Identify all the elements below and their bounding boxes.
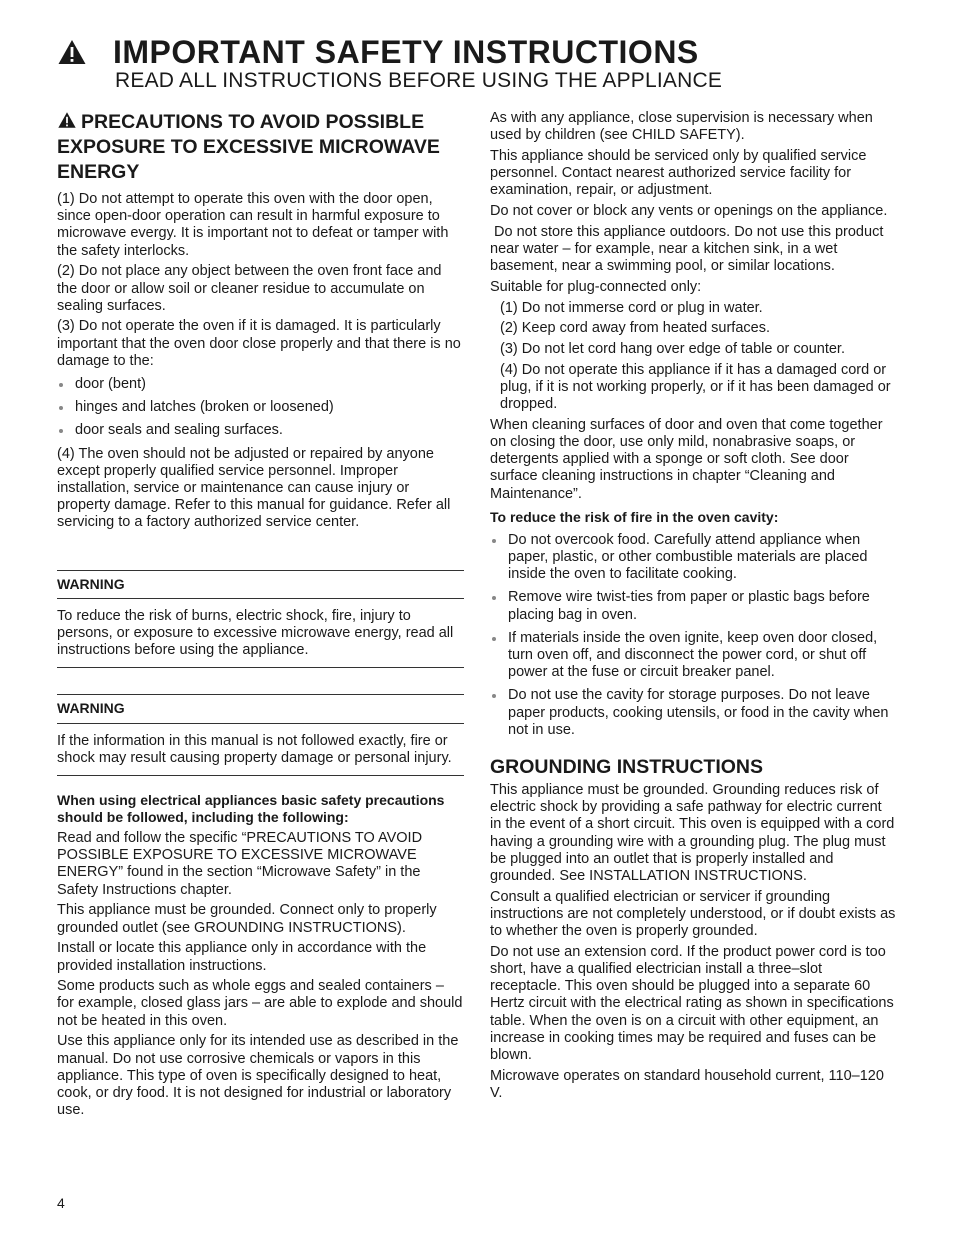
precautions-paragraph: (2) Do not place any object between the oven front face and the door or allow soil or cleaner residue to accumulate on sealing surfaces. (57, 263, 442, 314)
basic-safety-paragraph: Read and follow the specific “PRECAUTIONS TO AVOID POSSIBLE EXPOSURE TO EXCESSIVE MICROWAVE ENERGY” found in the section “Microwave Safety” in the Safety Instructions chapter. (57, 830, 423, 898)
warning-box (57, 570, 464, 669)
list-item: (1) Do not immerse cord or plug in water. (500, 299, 763, 316)
precautions-paragraph: (1) Do not attempt to operate this oven with the door open, since open-door operation can result in harmful exposure to microwave evergy. It is important not to defeat or tamper with the safety interlocks. (57, 191, 449, 259)
list-item: Remove wire twist-ties from paper or plastic bags before placing bag in oven. (490, 589, 896, 623)
basic-safety-paragraph: Use this appliance only for its intended use as described in the manual. Do not use corrosive chemicals or vapors in this appliance. This type of oven is specifically designed to heat, cook, or dry food. It is not designed for industrial or laboratory use. (57, 1033, 459, 1119)
damage-list (57, 376, 464, 440)
safety-paragraph: Do not cover or block any vents or openings on the appliance. (490, 203, 888, 220)
list-item: (2) Keep cord away from heated surfaces. (500, 320, 770, 337)
list-item: Do not use the cavity for storage purposes. Do not leave paper products, cooking utensils, or food in the cavity when not in use. (490, 687, 896, 739)
grounding-heading: GROUNDING INSTRUCTIONS (490, 756, 763, 778)
fire-risk-list (490, 532, 896, 739)
warning-heading: WARNING (57, 695, 464, 723)
list-item: (3) Do not let cord hang over edge of table or counter. (500, 340, 845, 357)
list-item: door (bent) (57, 376, 464, 393)
grounding-paragraph: Microwave operates on standard household current, 110–120 V. (490, 1067, 884, 1101)
left-column (57, 110, 464, 1123)
basic-safety-paragraph: Some products such as whole eggs and sealed containers – for example, closed glass jars – are able to explode and should not be heated in this oven. (57, 978, 463, 1029)
basic-safety-paragraph: Install or locate this appliance only in accordance with the provided installation instructions. (57, 940, 427, 974)
right-column (490, 110, 896, 1106)
basic-safety-heading: When using electrical appliances basic safety precautions should be followed, including the following: (57, 792, 445, 826)
precautions-paragraph: (3) Do not operate the oven if it is damaged. It is particularly important that the oven door close properly and that there is no damage to the: (57, 318, 461, 369)
grounding-paragraph: This appliance must be grounded. Grounding reduces risk of electric shock by providing a safe pathway for electric current in the event of a short circuit. This oven is equipped with a cord having a grounding wire with a grounding plug. The plug must be plugged into an outlet that is properly installed and grounded. See INSTALLATION INSTRUCTIONS. (490, 782, 895, 885)
fire-risk-heading: To reduce the risk of fire in the oven cavity: (490, 508, 779, 525)
page-number: 4 (57, 1195, 65, 1211)
page-header (57, 34, 917, 94)
warning-text: To reduce the risk of burns, electric shock, fire, injury to persons, or exposure to excessive microwave energy, read all instructions before using the appliance. (57, 607, 454, 659)
grounding-paragraph: Do not use an extension cord. If the product power cord is too short, have a qualified electrician install a three–slot receptacle. This oven should be plugged into a separate 60 Hertz circuit with the electrical rating as shown in specifications table. When the oven is on a circuit with other equipment, an increase in cooking times may be required and fuses can be blown. (490, 943, 894, 1064)
safety-paragraph: Suitable for plug-connected only: (490, 278, 702, 295)
warning-box (57, 694, 464, 776)
page-subtitle: READ ALL INSTRUCTIONS BEFORE USING THE APPLIANCE (115, 69, 723, 92)
safety-paragraph: When cleaning surfaces of door and oven that come together on closing the door, use only mild, nonabrasive soaps, or detergents applied with a sponge or soft cloth. See door surface cleaning instructions in chapter “Cleaning and Maintenance”. (490, 416, 883, 502)
precautions-heading (57, 110, 464, 185)
safety-paragraph: This appliance should be serviced only by qualified service personnel. Contact nearest authorized service facility for examination, repair, or adjustment. (490, 147, 867, 199)
warning-triangle-icon (57, 38, 87, 66)
title-row (57, 34, 917, 70)
list-item: Do not overcook food. Carefully attend appliance when paper, plastic, or other combustible materials are placed inside the oven to facilitate cooking. (490, 532, 896, 584)
safety-paragraph: As with any appliance, close supervision is necessary when used by children (see CHILD SAFETY). (490, 110, 873, 144)
page-title: IMPORTANT SAFETY INSTRUCTIONS (113, 34, 699, 70)
precautions-paragraph: (4) The oven should not be adjusted or repaired by anyone except properly qualified service personnel. Improper installation, service or maintenance can cause injury or property damage. Refer to this manual for guidance. Refer all servicing to a factory authorized service center. (57, 445, 451, 531)
basic-safety-paragraph: This appliance must be grounded. Connect only to properly grounded outlet (see GROUNDING INSTRUCTIONS). (57, 902, 437, 936)
list-item: (4) Do not operate this appliance if it has a damaged cord or plug, if it is not working properly, or if it has been damaged or dropped. (500, 361, 891, 413)
precautions-heading-text: PRECAUTIONS TO AVOID POSSIBLE EXPOSURE TO EXCESSIVE MICROWAVE ENERGY (57, 111, 440, 183)
warning-triangle-icon (57, 111, 77, 129)
grounding-paragraph: Consult a qualified electrician or servicer if grounding instructions are not completely understood, or if doubt exists as to whether the oven is properly grounded. (490, 888, 896, 940)
list-item: hinges and latches (broken or loosened) (57, 399, 464, 416)
cord-list (490, 300, 896, 414)
list-item: door seals and sealing surfaces. (57, 422, 464, 439)
safety-paragraph: Do not store this appliance outdoors. Do not use this product near water – for example, near a kitchen sink, in a wet basement, near a swimming pool, or similar locations. (490, 223, 888, 275)
list-item: If materials inside the oven ignite, keep oven door closed, turn oven off, and disconnect the power cord, or shut off power at the fuse or circuit breaker panel. (490, 630, 896, 682)
warning-heading: WARNING (57, 571, 464, 599)
warning-text: If the information in this manual is not followed exactly, fire or shock may result causing property damage or personal injury. (57, 732, 452, 766)
